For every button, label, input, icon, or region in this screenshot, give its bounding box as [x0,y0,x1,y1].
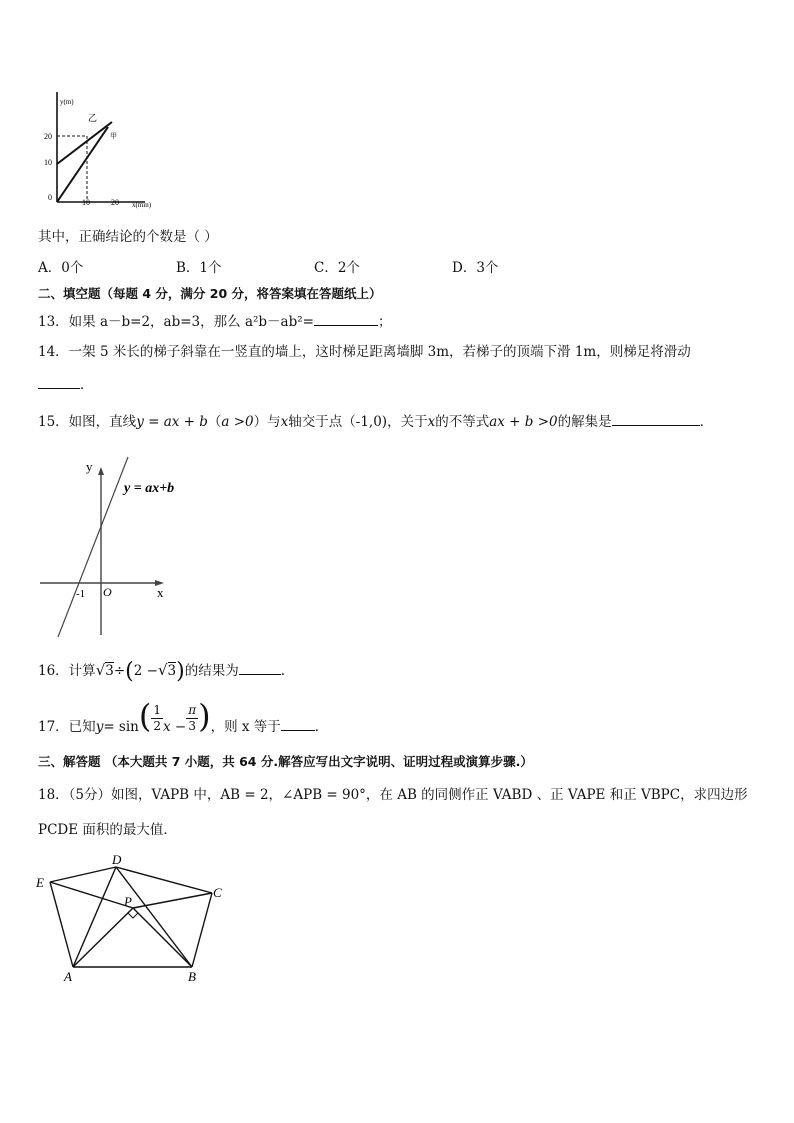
q16-end: . [280,663,285,679]
q17-y: y [95,719,104,735]
segment-PB [133,908,192,967]
q15-p4: 轴交于点（-1,0)，关于 [288,414,428,430]
q17-eq: = sin [103,719,139,735]
sqrt-symbol: √ [95,661,106,679]
tick-x20: 20 [111,198,119,207]
section3-heading: 三、解答题 （本大题共 7 小题，共 64 分.解答应写出文字说明、证明过程或演算步骤.） [38,754,533,769]
q15-p5: 的不等式 [435,414,490,430]
y-label: y [86,459,93,474]
q15-p6: 的解集是 [557,414,612,430]
section2-heading: 二、填空题（每题 4 分，满分 20 分，将答案填在答题纸上） [38,286,382,301]
graph-line [58,457,128,637]
line-equation-label: y = ax+b [124,481,175,496]
q14-line1: 14．一架 5 米长的梯子斜靠在一竖直的墙上，这时梯足距离墙脚 3m，若梯子的顶端下滑 1m，则梯足将滑动 [38,344,691,360]
q16-radicand: 3 [105,663,114,679]
q15-end: ． [699,414,714,430]
line-yi-label: 乙 [88,113,98,123]
line-jia-label: 甲 [110,132,117,140]
q15-xvar: x [280,414,289,430]
q15-p3: ）与 [253,414,281,430]
q15-p1: 15．如图，直线 [38,414,137,430]
q16 [38,659,285,684]
q16-radicand2: 3 [167,663,177,679]
tick-y20: 20 [44,132,52,141]
sqrt-symbol: √ [157,661,168,679]
q16-rparen: ) [176,659,185,684]
q16-div: ÷ [113,663,126,679]
q12-option-d: D．3个 [452,260,499,276]
y-axis-label: y(m) [60,98,74,106]
x-axis-label: x(min) [132,201,152,209]
segment-EA [50,882,73,967]
q15-eq: y = ax + b [136,414,208,430]
y-axis-arrow [98,467,104,475]
q13-answer-blank[interactable] [314,311,378,326]
segment-ED [50,867,116,882]
q16-p1: 16．计算 [38,663,96,679]
q16-lparen: ( [125,659,134,684]
q12-option-a: A．0个 [38,260,84,276]
origin-label: 0 [48,193,52,202]
right-angle-mark [128,913,138,918]
q12-option-b: B．1个 [176,260,222,276]
label-B: B [188,969,196,984]
q17-den: 2 [153,719,161,733]
q13 [38,311,391,331]
q14-answer-blank[interactable] [38,374,80,389]
label-D: D [112,852,122,867]
segment-AD [73,867,116,967]
q17-lparen: ( [138,697,152,735]
line-yi [57,122,112,164]
segment-DC [116,867,212,893]
origin-label: O [103,585,112,599]
q17-pi: π [188,703,197,717]
x-label: x [157,585,164,600]
q17-p2: ，则 x 等于 [210,719,281,735]
q18-line1: 18．（5分）如图，VAPB 中，AB = 2，∠APB = 90°，在 AB 的同侧作正 VABD 、正 VAPE 和正 VBPC，求四边形 [38,787,748,803]
q16-p2: 的结果为 [184,663,239,679]
q16-two: 2 − [133,663,158,679]
segment-PC [133,893,212,908]
q14-line2 [38,374,94,394]
segment-AP [73,908,133,967]
segment-DB [116,867,192,967]
q17-num: 1 [153,703,161,717]
q17 [38,697,329,738]
label-C: C [213,885,222,900]
q15-p2: （ [207,414,222,430]
q17-rparen: ) [198,697,211,735]
segment-EP [50,882,133,908]
distance-time-graph [40,80,170,215]
line-jia [57,127,108,202]
label-E: E [36,875,44,890]
q12-stem: 其中，正确结论的个数是（ ） [38,229,218,245]
q12-option-c: C．2个 [314,260,360,276]
neg-one-label: -1 [76,588,86,600]
q15-ineq: ax + b >0 [489,414,558,430]
q17-x: x − [163,719,187,735]
label-A: A [64,969,72,984]
q15-xvar2: x [427,414,436,430]
q18-line2: PCDE 面积的最大值． [38,822,177,838]
q13-end: ； [377,314,392,330]
q17-three: 3 [188,719,196,733]
pentagon-figure [30,850,230,990]
q13-text: 13．如果 a－b=2，ab=3，那么 a²b－ab²= [38,314,314,330]
label-P: P [124,894,132,909]
q14-end: ． [80,377,94,393]
q15-answer-blank[interactable] [612,411,700,426]
tick-x10: 10 [82,198,90,207]
line-graph-figure [36,455,206,640]
q15 [38,411,713,431]
q17-frac2 [186,703,198,734]
q17-answer-blank[interactable] [281,716,315,731]
q17-p1: 17．已知 [38,719,96,735]
q17-end: ． [314,719,329,735]
tick-y10: 10 [44,158,52,167]
q15-cond: a >0 [221,414,254,430]
q17-frac1 [151,703,163,734]
segment-BC [192,893,212,967]
q16-answer-blank[interactable] [239,660,281,675]
